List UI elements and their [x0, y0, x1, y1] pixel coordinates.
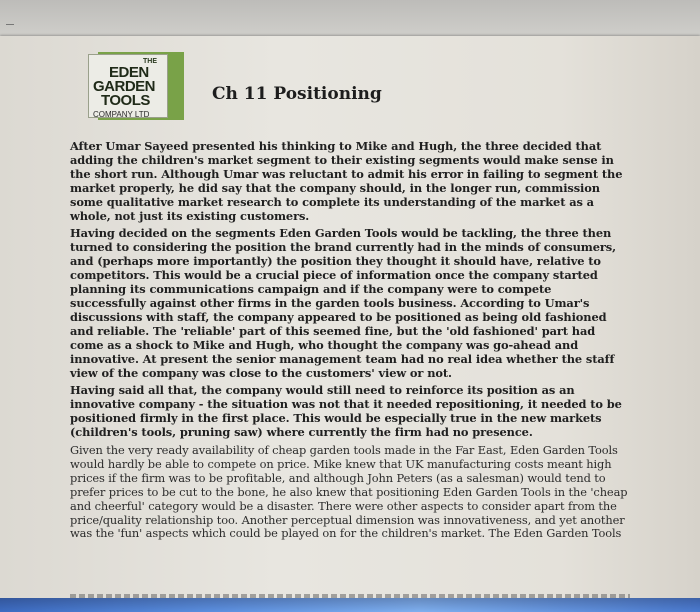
- body-text: [70, 140, 630, 545]
- chapter-title: Ch 11 Positioning: [212, 84, 382, 104]
- paragraph-3: Having said all that, the company would still need to reinforce its position as an innovative company - the situation was not that it needed repositioning, it needed to be positioned firmly in the first place. This would be especially true in the new markets (children's tools, pruning saw) where currently the firm had no presence.: [70, 383, 622, 440]
- logo-tools-text: TOOLS: [101, 92, 150, 109]
- logo-company-text: COMPANY LTD: [93, 110, 150, 119]
- logo-the-text: THE: [143, 58, 157, 65]
- logo-garden-text: GARDEN: [93, 78, 156, 95]
- eden-garden-tools-logo: [88, 52, 184, 122]
- paragraph-2: Having decided on the segments Eden Garden Tools would be tackling, the three then turned to considering the position the brand currently had in the minds of consumers, and (perhaps more importantly) the position they thought it should have, relative to competitors. This would be a crucial piece of information once the company started planning its communications campaign and if the company were to compete successfully against other firms in the garden tools business. According to Umar's discussions with staff, the company appeared to be positioned as being old fashioned and reliable. The 'reliable' part of this seemed fine, but the 'old fashioned' part had come as a shock to Mike and Hugh, who thought the company was go-ahead and innovative. At present the senior management team had no real idea whether the staff view of the company was close to the customers' view or not.: [70, 226, 616, 380]
- bottom-edge-shade: [0, 598, 700, 612]
- logo-eden-text: EDEN: [109, 64, 149, 81]
- logo-text-box: [88, 54, 168, 118]
- paragraph-4: Given the very ready availability of cheap garden tools made in the Far East, Eden Garden Tools would hardly be able to compete on price. Mike knew that UK manufacturing costs meant high prices if the firm was to be profitable, and although John Peters (as a salesman) would tend to prefer prices to be cut to the bone, he also knew that positioning Eden Garden Tools in the 'cheap and cheerful' category would be a disaster. There were other aspects to consider apart from the price/quality relationship too. Another perceptual dimension was innovativeness, and yet another was the 'fun' aspects which could be played on for the children's market. The Eden Garden Tools: [70, 443, 628, 541]
- bottom-screen-edge: [0, 598, 700, 612]
- top-edge-mark: [6, 24, 14, 25]
- screen-top-edge: [0, 0, 700, 38]
- paragraph-1: After Umar Sayeed presented his thinking to Mike and Hugh, the three decided that adding the children's market segment to their existing segments would make sense in the short run. Although Umar was reluctant to admit his error in failing to segment the market properly, he did say that the company should, in the longer run, commission some qualitative market research to complete its understanding of the market as a whole, not just its existing customers.: [70, 139, 623, 223]
